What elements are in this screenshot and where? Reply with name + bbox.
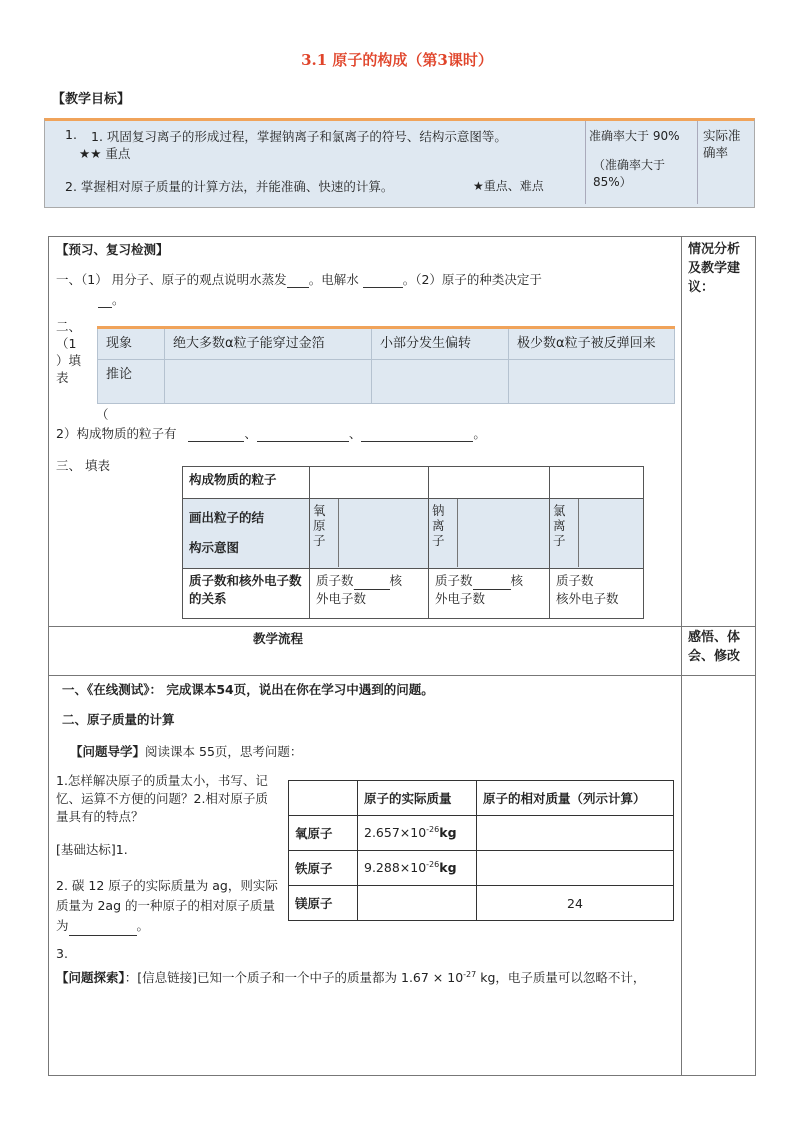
objective-1-num: 1. (65, 127, 77, 142)
objectives-box (44, 118, 755, 208)
section-2: 二、原子质量的计算 (62, 712, 175, 727)
question-2-label: 二、 （1 ）填 表 (56, 319, 82, 385)
reflection-side-heading: 感悟、体会、修改 (688, 630, 741, 664)
page-title: 3.1 原子的构成（第3课时） (301, 51, 493, 69)
guide-line: 【问题导学】阅读课本 55页，思考问题： (70, 744, 303, 759)
basic-practice: [基础达标]1. (56, 842, 128, 857)
actual-accuracy-header: 实际准确率 (703, 128, 741, 160)
objective-1-text: 1. 巩固复习离子的形成过程，掌握钠离子和氯离子的符号、结构示意图等。 (91, 129, 507, 144)
question-3-label: 三、 填表 (56, 458, 110, 473)
analysis-side-heading: 情况分析及教学建议： (688, 242, 741, 295)
particle-table: 构成物质的粒子 画出粒子的结 构示意图 氧原子 钠离子 氯离子 质子数和核外电子数的关系 质子数 核 外电子数 质子数 核 外电子数 质子数 核外电子数 (182, 466, 644, 619)
explore-paragraph: 【问题探索】：[信息链接]已知一个质子和一个中子的质量都为 $1.67 \times 10^{-27}$ kg，电子质量可以忽略不计， (56, 970, 646, 986)
guide-question-1: 1.怎样解决原子的质量太小，书写、记忆、运算不方便的问题？2.相对原子质量具有的特点？ (56, 773, 268, 824)
paren-mark: （ (96, 407, 109, 422)
objective-1-tag: ★★ 重点 (79, 146, 131, 161)
guide-question-3: 3. (56, 946, 68, 961)
guide-question-2: 2. 碳 12 原子的实际质量为 ag，则实际质量为 2ag 的一种原子的相对原子质量为 。 (56, 876, 278, 936)
objectives-heading: 【教学目标】 (52, 92, 131, 107)
section-1: 一、《在线测试》： 完成课本54页，说出在你在学习中遇到的问题。 (62, 682, 434, 697)
atomic-mass-table: 原子的实际质量 原子的相对质量（列示计算） 氧原子 $2.657\times 10^{-26}kg$ 铁原子 $9.288\times 10^{-26}kg$ 镁原子 24 (288, 780, 674, 921)
objective-2-text: 2. 掌握相对原子质量的计算方法，并能准确、快速的计算。 (65, 179, 394, 194)
accuracy-target-1: 准确率大于 90% (589, 129, 680, 143)
alpha-scattering-table: 现象 绝大多数α粒子能穿过金箔 小部分发生偏转 极少数α粒子被反弹回来 推论 (97, 326, 675, 404)
accuracy-target-2: （准确率大于 85%） (593, 158, 666, 189)
objective-2-tag: ★重点、难点 (473, 179, 544, 193)
preview-heading: 【预习、复习检测】 (56, 242, 169, 257)
question-1: 一、（1） 用分子、原子的观点说明水蒸发 。电解水 。（2）原子的种类决定于 (56, 272, 542, 287)
question-2-2: 2）构成物质的粒子有 、 、 。 (56, 426, 486, 441)
process-heading: 教学流程 (253, 631, 304, 646)
question-1-cont: 。 (98, 290, 125, 308)
